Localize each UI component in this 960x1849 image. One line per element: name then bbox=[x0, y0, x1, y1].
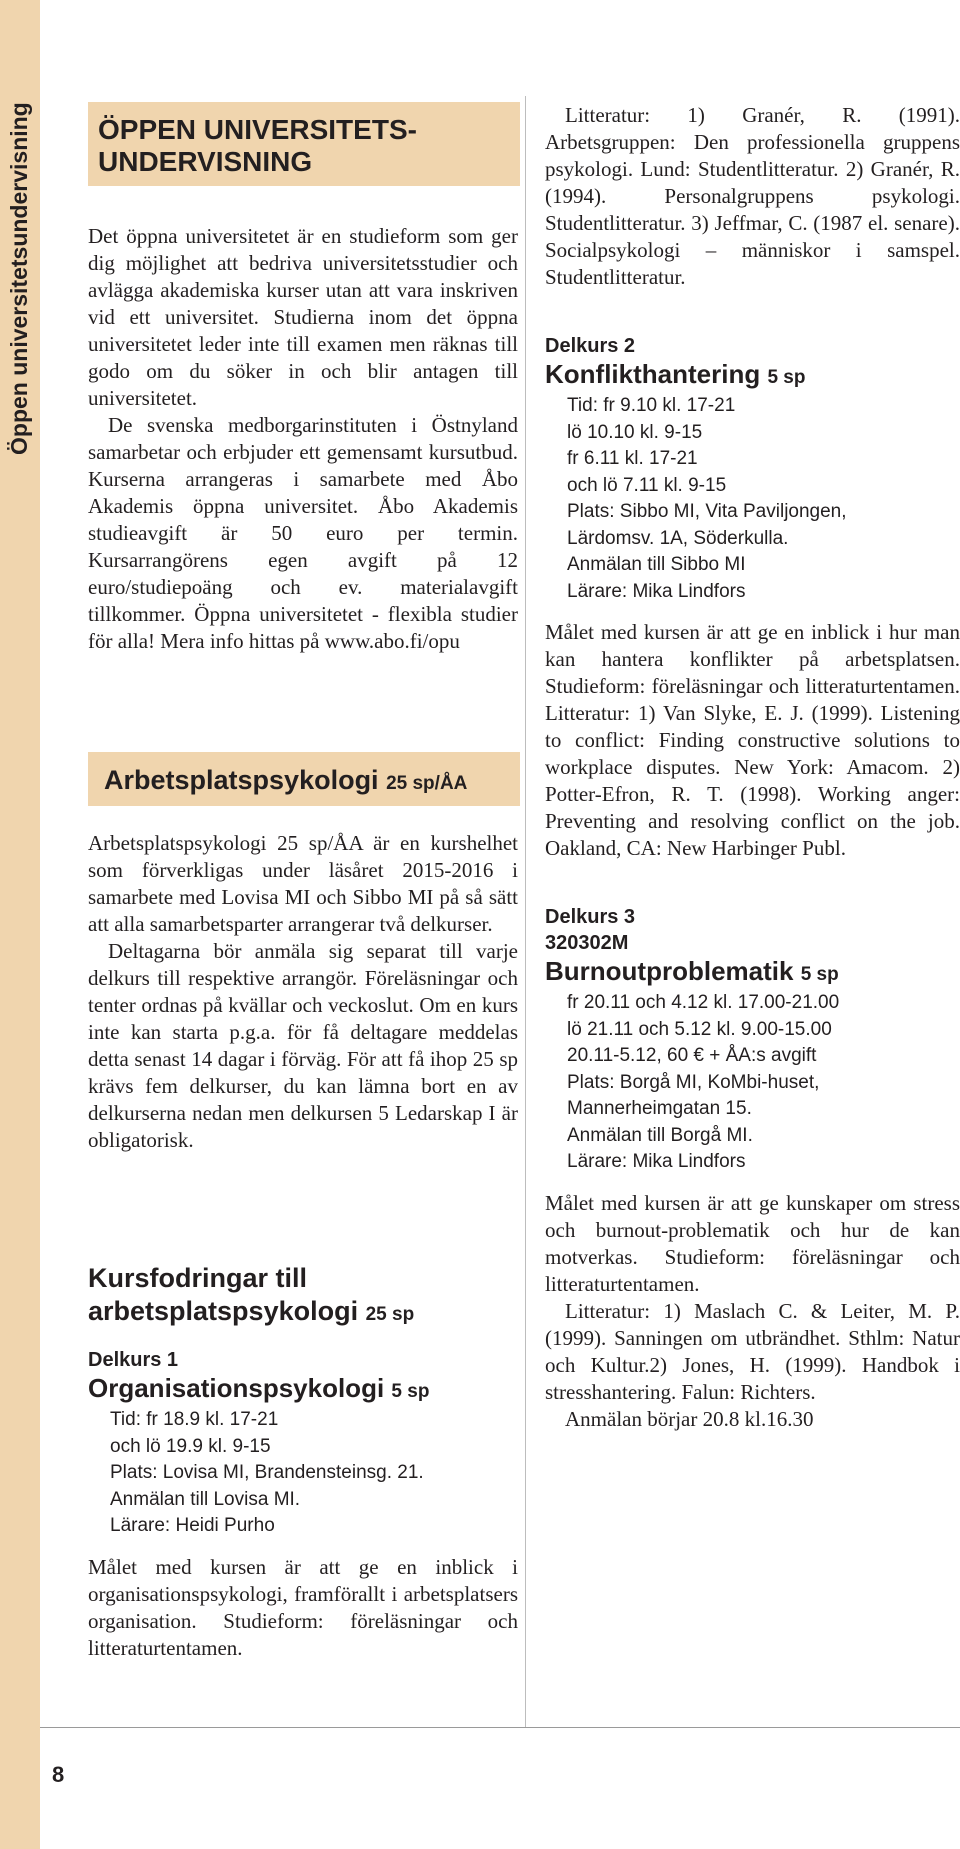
course1-detail-place: Plats: Lovisa MI, Brandensteinsg. 21. bbox=[110, 1462, 424, 1483]
course2-detail-teacher: Lärare: Mika Lindfors bbox=[567, 580, 746, 602]
course3-detail-time: fr 20.11 och 4.12 kl. 17.00-21.00 bbox=[567, 992, 840, 1013]
course3-title-text: Burnoutproblematik bbox=[545, 956, 794, 986]
course1-title bbox=[88, 1373, 518, 1407]
course1-detail-teacher: Lärare: Heidi Purho bbox=[110, 1515, 275, 1536]
course2-credits: 5 sp bbox=[767, 367, 806, 388]
sidebar-label: Öppen universitetsundervisning bbox=[6, 102, 32, 455]
requirements-heading-line1: Kursfodringar till bbox=[88, 1263, 308, 1293]
column-divider bbox=[525, 96, 526, 1728]
course2-detail-time2: lö 10.10 kl. 9-15 bbox=[567, 421, 703, 443]
sidebar bbox=[0, 0, 40, 1849]
program-paragraph-1: Arbetsplatspsykologi 25 sp/ÅA är en kurshelhet som förverkligas under läsåret 2015-2016 i samarbete med Lovisa MI och Sibbo MI på så sätt att alla samarbetsparter arrangerar två delkurser. bbox=[88, 831, 518, 936]
course2-details bbox=[545, 393, 960, 605]
course1-detail-registration: Anmälan till Lovisa MI. bbox=[110, 1488, 301, 1510]
course2-title bbox=[545, 359, 960, 393]
course2-detail-time4: och lö 7.11 kl. 9-15 bbox=[567, 474, 727, 496]
course3-details bbox=[545, 990, 960, 1176]
course2-detail-registration: Anmälan till Sibbo MI bbox=[567, 554, 746, 575]
course2-title-text: Konflikthantering bbox=[545, 359, 761, 389]
course3-credits: 5 sp bbox=[800, 964, 839, 985]
program-paragraph-2: Deltagarna bör anmäla sig separat till varje delkurs till respektive arrangör. Föreläsningar och tenter ordnas på kvällar och veckoslut. Om en kurs inte kan starta p.g.a. för få deltagare meddelas detta senast 14 dagar i förväg. För att få ihop 25 sp krävs fem delkurser, du kan lämna bort en av delkurserna nedan men delkursen 5 Ledarskap I är obligatorisk. bbox=[88, 939, 518, 1152]
course2-label: Delkurs 2 bbox=[545, 335, 636, 357]
course3-detail-teacher: Lärare: Mika Lindfors bbox=[567, 1151, 746, 1172]
course3-code: 320302M bbox=[545, 932, 629, 954]
course3-detail-time2: lö 21.11 och 5.12 kl. 9.00-15.00 bbox=[567, 1018, 832, 1040]
intro-paragraph-2: De svenska medborgarinstituten i Östnyland samarbetar och erbjuder ett gemensamt kursutbud. Kurserna arrangeras i samarbete med Åbo Akademis öppna universitet. Åbo Akademis studieavgift är 50 euro per termin. Kursarrangörens egen avgift på 12 euro/studiepoäng och ev. materialavgift tillkommer. Öppna universitetet - flexibla studier för alla! Mera info hittas på www.abo.fi/opu bbox=[88, 413, 518, 653]
intro-section bbox=[88, 223, 518, 655]
course2-detail-place: Plats: Sibbo MI, Vita Paviljongen, bbox=[567, 501, 847, 522]
course2-detail-time: Tid: fr 9.10 kl. 17-21 bbox=[567, 395, 736, 416]
course1-credits: 5 sp bbox=[391, 1381, 430, 1402]
page-title-line2: UNDERVISNING bbox=[98, 146, 313, 177]
course1-label: Delkurs 1 bbox=[88, 1349, 179, 1371]
course3-label: Delkurs 3 bbox=[545, 906, 636, 928]
requirements-heading-text: arbetsplatspsykologi bbox=[88, 1296, 359, 1326]
course3-registration-start: Anmälan börjar 20.8 kl.16.30 bbox=[565, 1406, 814, 1431]
requirements-heading-line2 bbox=[88, 1295, 518, 1331]
page-title-line1: ÖPPEN UNIVERSITETS- bbox=[98, 114, 417, 145]
course1-detail-time2: och lö 19.9 kl. 9-15 bbox=[110, 1435, 271, 1457]
page-number: 8 bbox=[52, 1762, 65, 1787]
course3-literature: Litteratur: 1) Maslach C. & Leiter, M. P. (1999). Sanningen om utbrändhet. Sthlm: Natur och Kultur.2) Jones, H. (1999). Handbok i stresshantering. Falun: Richters. bbox=[545, 1298, 960, 1404]
course1-literature: Litteratur: 1) Granér, R. (1991). Arbetsgruppen: Den professionella gruppens psykologi. Lund: Studentlitteratur. 2) Granér, R. (1994). Personalgruppens psykologi. Studentlitteratur. 3) Jeffmar, C. (1987 el. senare). Socialpsykologi – människor i samspel. Studentlitteratur. bbox=[545, 103, 960, 289]
page-header bbox=[88, 102, 520, 186]
course1-title-text: Organisationspsykologi bbox=[88, 1373, 385, 1403]
course1-detail-time: Tid: fr 18.9 kl. 17-21 bbox=[110, 1409, 279, 1430]
course3-detail-registration: Anmälan till Borgå MI. bbox=[567, 1124, 753, 1146]
requirements-heading-suffix: 25 sp bbox=[365, 1304, 415, 1325]
course2-description: Målet med kursen är att ge en inblick i hur man kan hantera konflikter på arbetsplatsen. Studieform: föreläsningar och litteraturtentamen. Litteratur: 1) Van Slyke, E. J. (1999). Listening to conflict: Finding constructive solutions to workplace disputes. New York: Amacom. 2) Potter-Efron, R. T. (1998). Working anger: Preventing and resolving conflict on the job. Oakland, CA: New Harbinger Publ. bbox=[545, 620, 960, 860]
program-title: Arbetsplatspsykologi bbox=[104, 765, 379, 795]
footer-rule bbox=[40, 1727, 960, 1728]
course3-detail-address: Mannerheimgatan 15. bbox=[567, 1098, 752, 1119]
course1-details bbox=[88, 1407, 518, 1540]
requirements-section bbox=[88, 1262, 518, 1662]
program-heading bbox=[88, 752, 520, 806]
course3-detail-place: Plats: Borgå MI, KoMbi-huset, bbox=[567, 1071, 820, 1093]
intro-paragraph-1: Det öppna universitetet är en studieform som ger dig möjlighet att bedriva universitetsstudier och avlägga akademiska kurser utan att vara inskriven vid ett universitet. Studierna inom det öppna universitetet leder inte till examen men räknas till godo om du söker in och blir antagen till universitetet. bbox=[88, 224, 518, 410]
course3-detail-price: 20.11-5.12, 60 € + ÅA:s avgift bbox=[567, 1045, 817, 1066]
course2-detail-time3: fr 6.11 kl. 17-21 bbox=[567, 448, 698, 469]
requirements-heading bbox=[88, 1262, 518, 1331]
right-column bbox=[545, 102, 960, 1433]
course1-description: Målet med kursen är att ge en inblick i organisationspsykologi, framförallt i arbetsplatsers organisation. Studieform: föreläsningar och litteraturtentamen. bbox=[88, 1554, 518, 1660]
course3-description: Målet med kursen är att ge kunskaper om stress och burnout-problematik och hur de kan motverkas. Studieform: föreläsningar och litteraturtentamen. bbox=[545, 1190, 960, 1296]
program-section bbox=[88, 830, 518, 1154]
course2-detail-address: Lärdomsv. 1A, Söderkulla. bbox=[567, 527, 789, 549]
program-title-suffix: 25 sp/ÅA bbox=[386, 773, 468, 794]
course3-title bbox=[545, 956, 960, 990]
